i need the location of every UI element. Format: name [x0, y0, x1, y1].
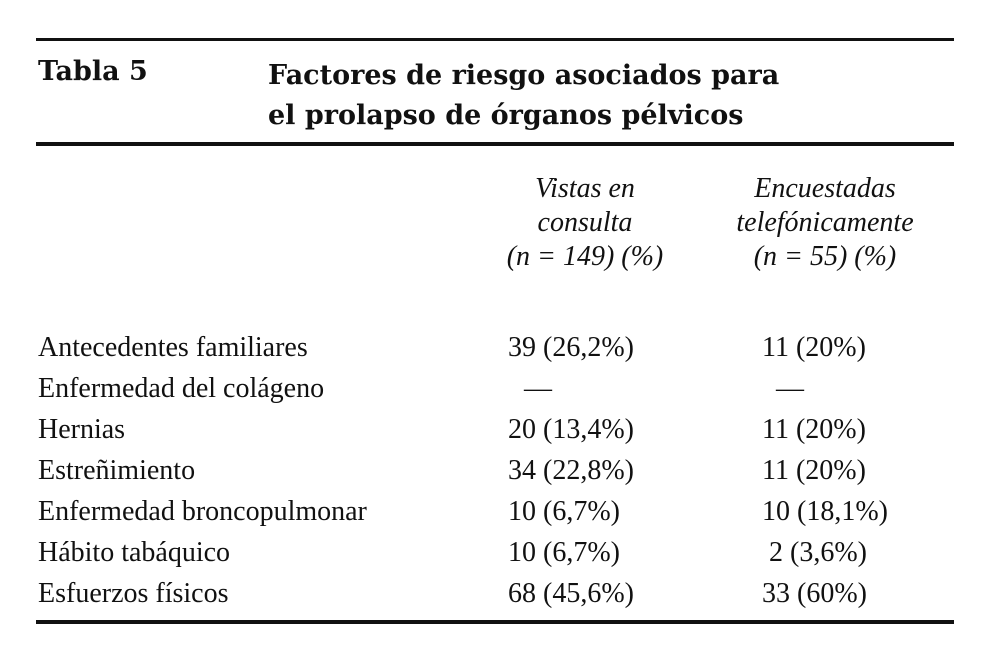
row-label: Antecedentes familiares [38, 332, 308, 363]
row-label: Hernias [38, 414, 126, 445]
cell-telefonica: 11 (20%) [762, 332, 866, 363]
cell-telefonica: 10 (18,1%) [762, 496, 888, 527]
cell-telefonica: 11 (20%) [762, 455, 866, 486]
cell-consulta: 68 (45,6%) [508, 578, 634, 609]
cell-consulta: 34 (22,8%) [508, 455, 634, 486]
cell-telefonica: 33 (60%) [762, 578, 867, 609]
table-title-line-2: el prolapso de órganos pélvicos [268, 100, 744, 131]
column-header-line: consulta [537, 207, 633, 238]
cell-consulta: 20 (13,4%) [508, 414, 634, 445]
column-header-line: Encuestadas [754, 173, 896, 204]
table-body [0, 330, 982, 617]
table-row [0, 453, 982, 494]
table-row [0, 330, 982, 371]
cell-telefonica: — [776, 373, 804, 404]
table-row [0, 412, 982, 453]
table-title-line-1: Factores de riesgo asociados para [268, 60, 780, 91]
table-number: Tabla 5 [38, 56, 148, 87]
column-header-line: telefónicamente [736, 207, 914, 238]
cell-consulta: — [524, 373, 552, 404]
column-header-telefonica [710, 172, 940, 274]
column-header-line: (n = 149) (%) [506, 241, 664, 272]
bottom-rule [36, 620, 954, 624]
table-title [268, 56, 779, 136]
top-rule [36, 38, 954, 41]
cell-telefonica: 11 (20%) [762, 414, 866, 445]
cell-consulta: 39 (26,2%) [508, 332, 634, 363]
column-header-line: Vistas en [535, 173, 635, 204]
header-rule [36, 142, 954, 146]
row-label: Enfermedad broncopulmonar [38, 496, 367, 527]
cell-consulta: 10 (6,7%) [508, 537, 620, 568]
column-header-consulta [478, 172, 692, 274]
row-label: Esfuerzos físicos [38, 578, 229, 609]
table-row [0, 535, 982, 576]
table-row [0, 576, 982, 617]
row-label: Hábito tabáquico [38, 537, 231, 568]
table-row [0, 494, 982, 535]
column-header-line: (n = 55) (%) [753, 241, 897, 272]
table-row [0, 371, 982, 412]
cell-telefonica: 2 (3,6%) [762, 537, 867, 568]
row-label: Enfermedad del colágeno [38, 373, 325, 404]
cell-consulta: 10 (6,7%) [508, 496, 620, 527]
row-label: Estreñimiento [38, 455, 196, 486]
